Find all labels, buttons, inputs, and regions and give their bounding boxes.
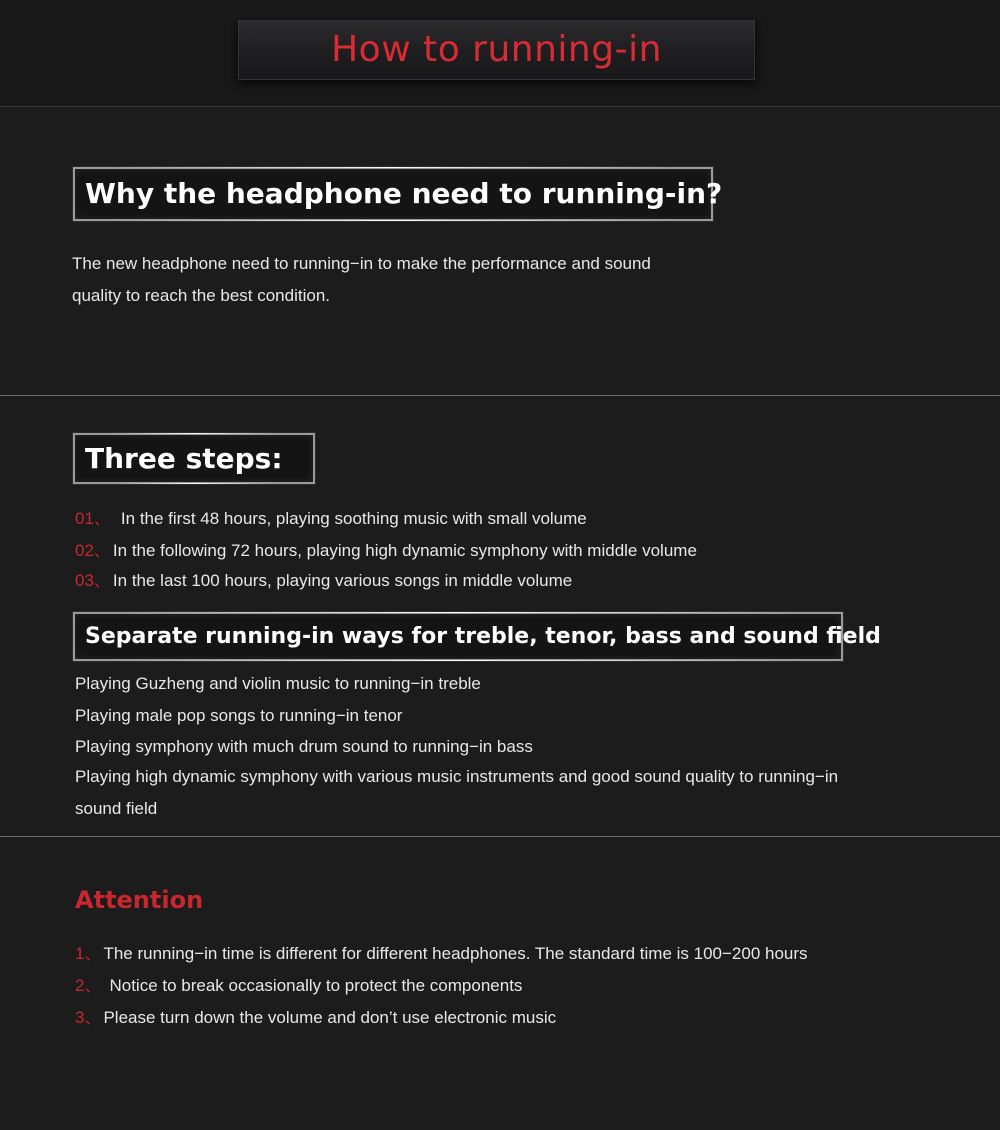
intro-line-1: The new headphone need to running−in to make the performance and sound <box>72 254 651 273</box>
attention-number: 2、 <box>75 976 102 995</box>
ways-line: sound field <box>75 799 158 818</box>
ways-line: Playing high dynamic symphony with various music instruments and good sound quality to running−in <box>75 767 839 786</box>
step-number: 03、 <box>75 571 111 590</box>
attention-text: Please turn down the volume and don’t use electronic music <box>103 1008 557 1027</box>
page-title: How to running-in <box>331 29 662 70</box>
step-number: 02、 <box>75 541 111 560</box>
ways-line: Playing symphony with much drum sound to running−in bass <box>75 737 533 756</box>
divider <box>0 836 1000 837</box>
steps-heading: Three steps: <box>73 433 315 484</box>
step-item <box>75 536 697 561</box>
ways-heading: Separate running-in ways for treble, tenor, bass and sound field <box>73 612 843 661</box>
divider <box>0 395 1000 396</box>
step-item <box>75 504 587 529</box>
step-number: 01、 <box>75 509 111 528</box>
attention-item <box>75 1003 556 1028</box>
attention-heading: Attention <box>75 886 204 914</box>
why-heading: Why the headphone need to running-in? <box>73 167 713 221</box>
attention-item <box>75 939 808 964</box>
intro-line-2: quality to reach the best condition. <box>72 286 330 305</box>
top-banner <box>0 0 1000 106</box>
attention-number: 3、 <box>75 1008 102 1027</box>
ways-line: Playing male pop songs to running−in tenor <box>75 706 403 725</box>
attention-text: The running−in time is different for different headphones. The standard time is 100−200 hours <box>103 944 808 963</box>
divider <box>0 106 1000 107</box>
step-item <box>75 566 572 591</box>
step-text: In the following 72 hours, playing high dynamic symphony with middle volume <box>112 541 697 560</box>
step-text: In the first 48 hours, playing soothing music with small volume <box>120 509 587 528</box>
attention-item <box>75 971 522 996</box>
step-text: In the last 100 hours, playing various songs in middle volume <box>112 571 573 590</box>
ways-line: Playing Guzheng and violin music to running−in treble <box>75 674 481 693</box>
attention-number: 1、 <box>75 944 102 963</box>
title-plate <box>238 20 755 80</box>
attention-text: Notice to break occasionally to protect the components <box>109 976 523 995</box>
